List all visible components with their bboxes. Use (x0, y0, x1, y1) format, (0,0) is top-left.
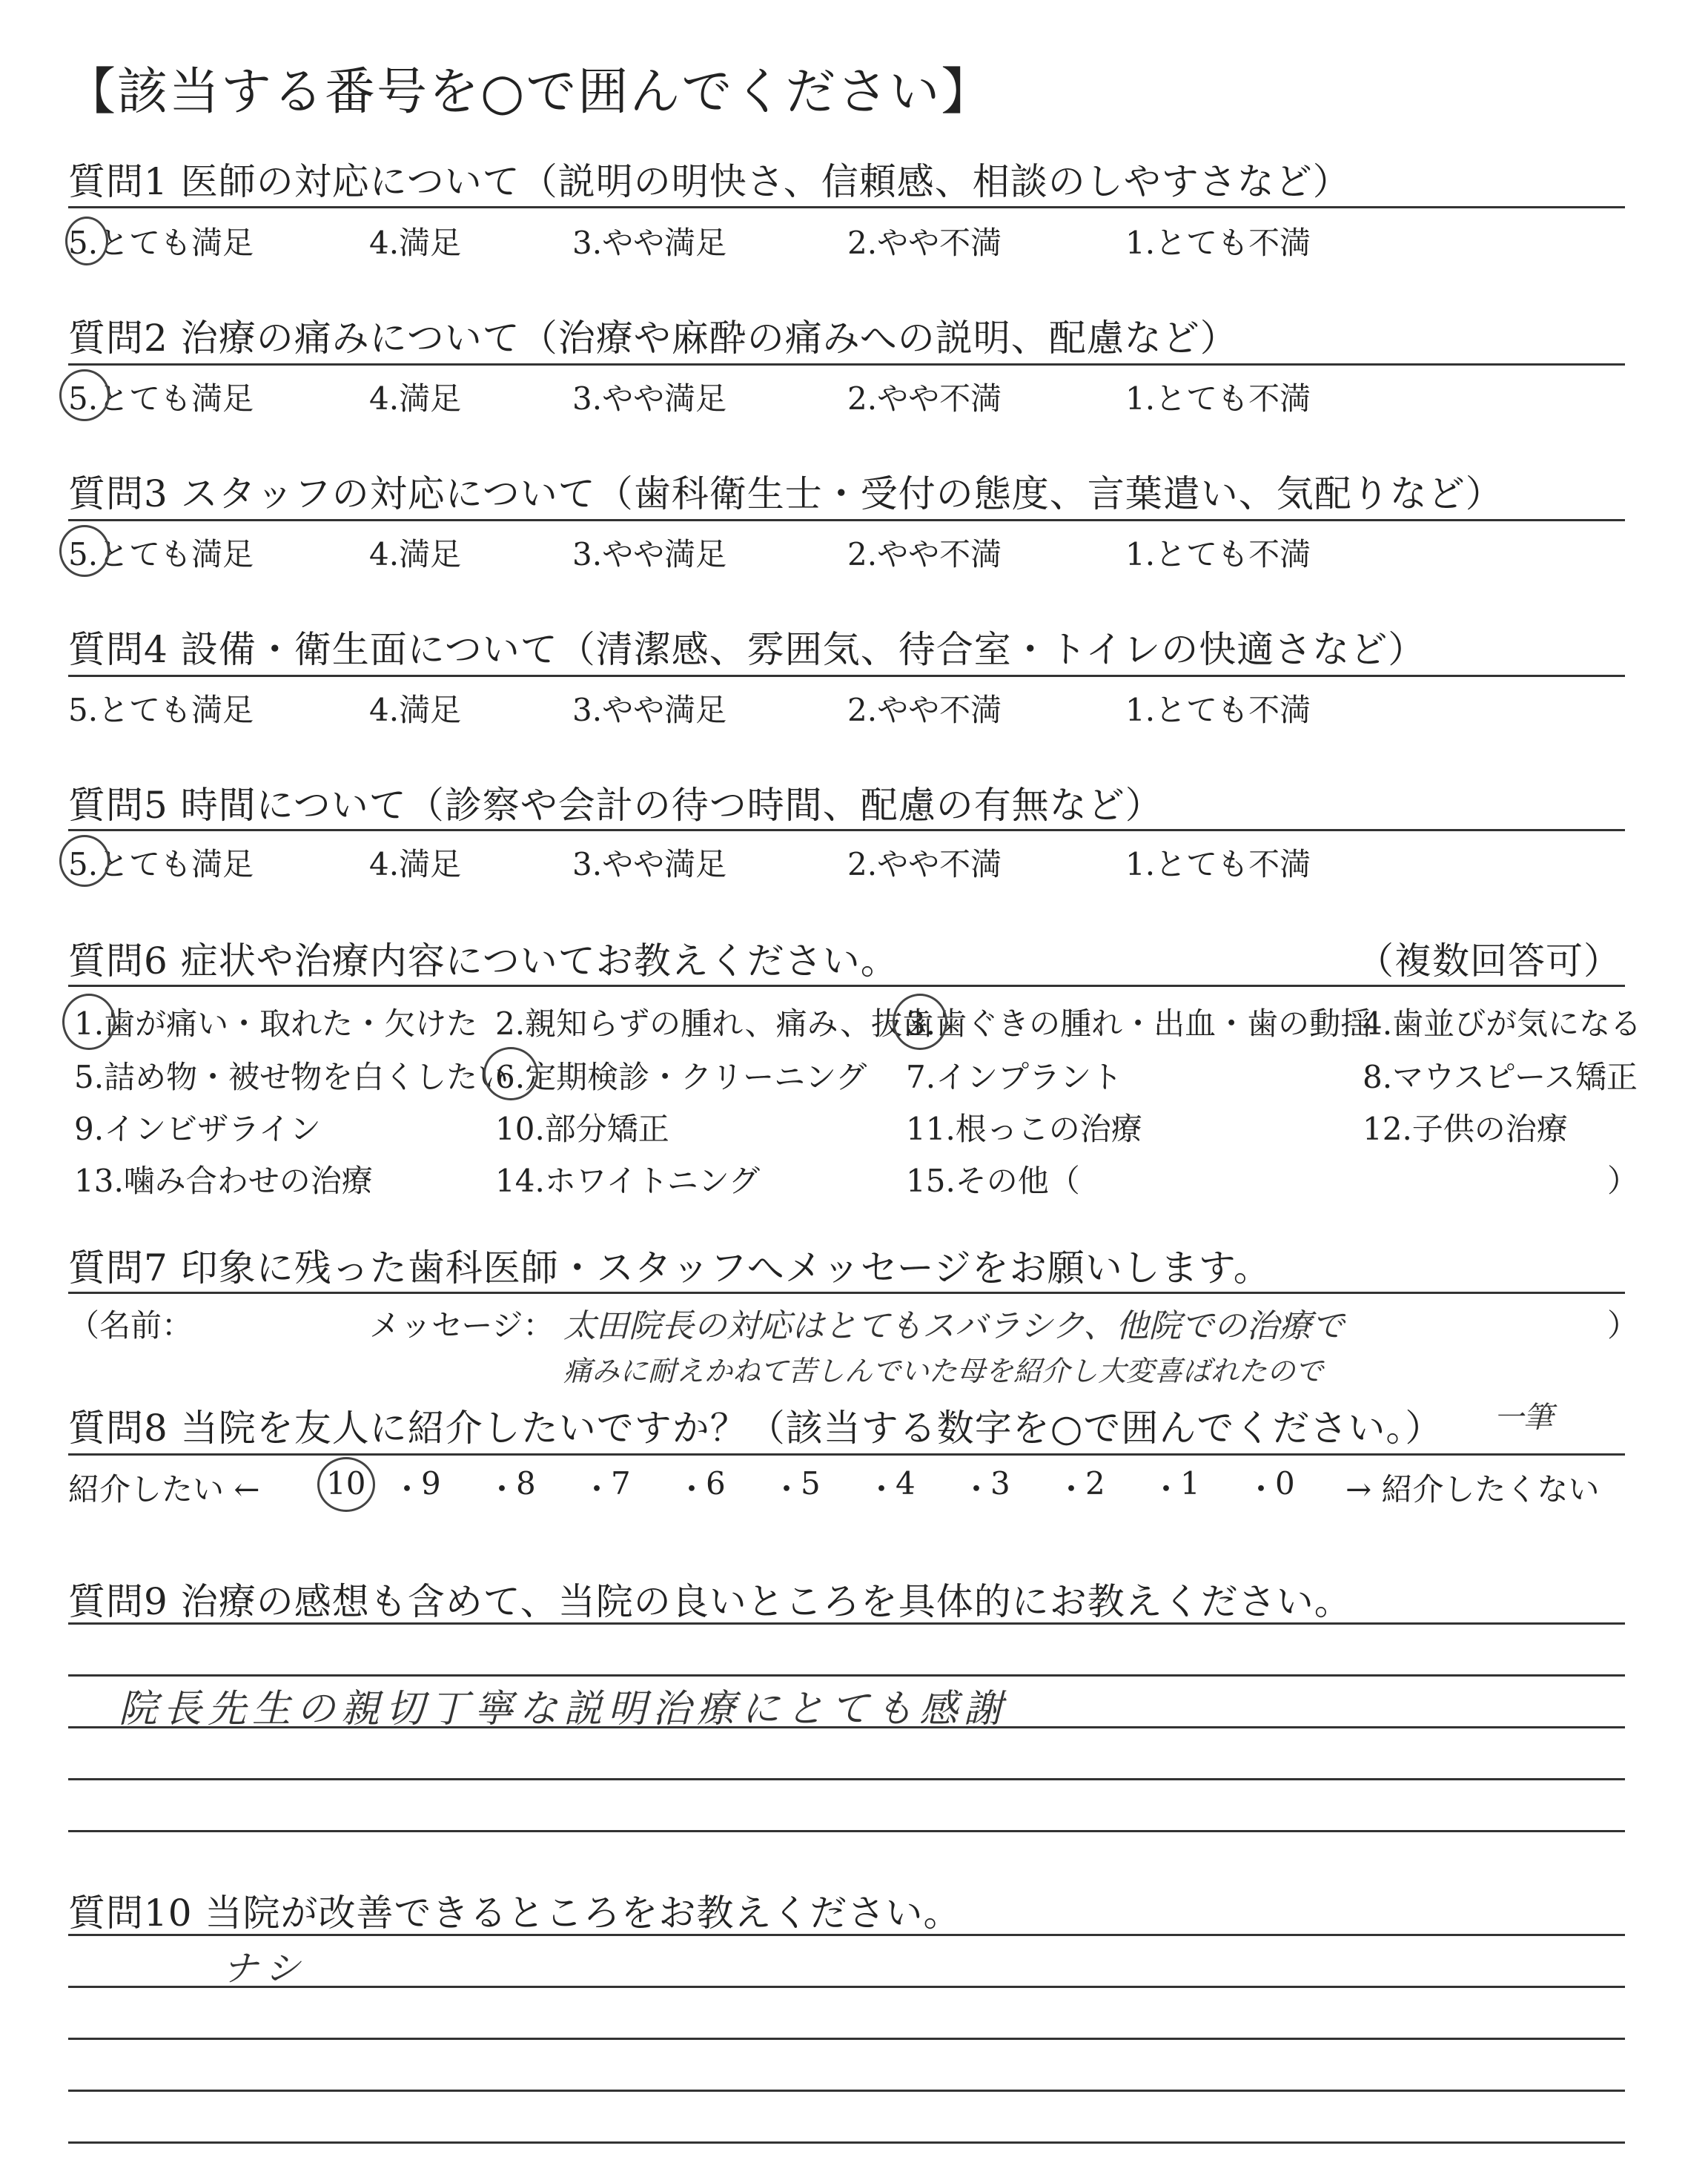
message-label: メッセージ： (369, 1307, 555, 1344)
q6-option-11[interactable]: 11.根っこの治療 (906, 1111, 1142, 1147)
divider (68, 1292, 1625, 1294)
scale-separator: ・ (1245, 1471, 1277, 1507)
divider (68, 1453, 1625, 1456)
selection-circle (893, 994, 947, 1050)
q6-option-5[interactable]: 5.詰め物・被せ物を白くしたい (74, 1059, 509, 1095)
selection-circle (59, 835, 110, 887)
answer-line (68, 2141, 1625, 2144)
q5-option-5[interactable]: 5.とても満足 (68, 846, 254, 882)
answer-line (68, 2038, 1625, 2040)
scale-separator: ・ (391, 1471, 423, 1507)
q3-option-3[interactable]: 3.やや満足 (572, 536, 727, 572)
q2-option-4[interactable]: 4.満足 (369, 380, 462, 417)
q3-option-4[interactable]: 4.満足 (369, 536, 462, 572)
q6-option-8[interactable]: 8.マウスピース矯正 (1363, 1059, 1638, 1095)
q1-option-3[interactable]: 3.やや満足 (572, 225, 727, 261)
q6-option-9[interactable]: 9.インビザライン (74, 1111, 321, 1147)
q6-option-7[interactable]: 7.インプラント (906, 1059, 1123, 1095)
answer-line (68, 1674, 1625, 1677)
q6-option-14[interactable]: 14.ホワイトニング (495, 1163, 761, 1199)
q3-option-5[interactable]: 5.とても満足 (68, 536, 254, 572)
answer-line (68, 1830, 1625, 1832)
q6-option-15[interactable]: 15.その他（ (906, 1163, 1080, 1199)
q6-option-12[interactable]: 12.子供の治療 (1363, 1111, 1568, 1147)
q5-option-1[interactable]: 1.とても不満 (1125, 846, 1311, 882)
question-9-title: 質問9 治療の感想も含めて、当院の良いところを具体的にお教えください。 (68, 1580, 1352, 1623)
scale-separator: ・ (1151, 1471, 1182, 1507)
q4-option-2[interactable]: 2.やや不満 (847, 692, 1002, 728)
question-5-title: 質問5 時間について（診察や会計の待つ時間、配慮の有無など） (68, 784, 1163, 827)
q6-option-2[interactable]: 2.親知らずの腫れ、痛み、抜歯 (495, 1005, 934, 1042)
q4-option-5[interactable]: 5.とても満足 (68, 692, 254, 728)
scale-separator: ・ (771, 1471, 803, 1507)
question-2-title: 質問2 治療の痛みについて（治療や麻酔の痛みへの説明、配慮など） (68, 317, 1238, 360)
scale-separator: ・ (1056, 1471, 1088, 1507)
q2-option-2[interactable]: 2.やや不満 (847, 380, 1002, 417)
q2-option-5[interactable]: 5.とても満足 (68, 380, 254, 417)
scale-separator: ・ (486, 1471, 518, 1507)
scale-value-9[interactable]: 9 (421, 1465, 441, 1502)
q1-option-1[interactable]: 1.とても不満 (1125, 225, 1311, 261)
q1-option-4[interactable]: 4.満足 (369, 225, 462, 261)
answer-line (68, 1622, 1625, 1625)
name-label: （名前： (68, 1307, 193, 1344)
q2-option-1[interactable]: 1.とても不満 (1125, 380, 1311, 417)
selection-circle (62, 994, 116, 1050)
question-4-title: 質問4 設備・衛生面について（清潔感、雰囲気、待合室・トイレの快適さなど） (68, 628, 1426, 671)
q6-option-3[interactable]: 3.歯ぐきの腫れ・出血・歯の動揺 (906, 1005, 1372, 1042)
scale-separator: ・ (676, 1471, 708, 1507)
q2-option-3[interactable]: 3.やや満足 (572, 380, 727, 417)
q6-option-10[interactable]: 10.部分矯正 (495, 1111, 669, 1147)
scale-separator: ・ (866, 1471, 898, 1507)
scale-value-6[interactable]: 6 (706, 1465, 726, 1502)
handwritten-message-line-1: 太田院長の対応はとてもスバラシク、他院での治療で (563, 1307, 1345, 1345)
q3-option-2[interactable]: 2.やや不満 (847, 536, 1002, 572)
q6-option-1[interactable]: 1.歯が痛い・取れた・欠けた (74, 1005, 478, 1042)
q5-option-3[interactable]: 3.やや満足 (572, 846, 727, 882)
selection-circle (483, 1047, 538, 1100)
page-title: 【該当する番号を○で囲んでください】 (65, 63, 993, 122)
q1-option-2[interactable]: 2.やや不満 (847, 225, 1002, 261)
handwritten-answer-q9: 院長先生の親切丁寧な説明治療にとても感謝 (119, 1687, 1009, 1731)
answer-line (68, 1934, 1625, 1936)
selection-circle (59, 525, 110, 577)
q4-option-1[interactable]: 1.とても不満 (1125, 692, 1311, 728)
handwritten-answer-q10: ナシ (222, 1948, 308, 1989)
divider (68, 363, 1625, 366)
q5-option-4[interactable]: 4.満足 (369, 846, 462, 882)
divider (68, 829, 1625, 831)
question-7-title: 質問7 印象に残った歯科医師・スタッフへメッセージをお願いします。 (68, 1246, 1271, 1289)
scale-value-1[interactable]: 1 (1180, 1465, 1200, 1502)
question-10-title: 質問10 当院が改善できるところをお教えください。 (68, 1892, 961, 1935)
scale-value-7[interactable]: 7 (611, 1465, 631, 1502)
question-1-title: 質問1 医師の対応について（説明の明快さ、信頼感、相談のしやすさなど） (68, 160, 1351, 203)
scale-value-0[interactable]: 0 (1275, 1465, 1295, 1502)
scale-separator: ・ (961, 1471, 993, 1507)
scale-value-10[interactable]: 10 (326, 1465, 366, 1502)
divider (68, 206, 1625, 208)
divider (68, 519, 1625, 521)
scale-value-2[interactable]: 2 (1085, 1465, 1105, 1502)
scale-value-3[interactable]: 3 (990, 1465, 1010, 1502)
q6-option-4[interactable]: 4.歯並びが気になる (1363, 1005, 1642, 1042)
question-6-title: 質問6 症状や治療内容についてお教えください。 (68, 939, 898, 982)
q3-option-1[interactable]: 1.とても不満 (1125, 536, 1311, 572)
q6-option-6[interactable]: 6.定期検診・クリーニング (495, 1059, 867, 1095)
answer-line (68, 1778, 1625, 1780)
question-3-title: 質問3 スタッフの対応について（歯科衛生士・受付の態度、言葉遣い、気配りなど） (68, 472, 1503, 515)
close-paren: ） (1607, 1307, 1639, 1344)
recommend-label: 紹介したい ← (68, 1471, 260, 1507)
answer-line (68, 2090, 1625, 2092)
q4-option-3[interactable]: 3.やや満足 (572, 692, 727, 728)
handwritten-message-line-2: 痛みに耐えかねて苦しんでいた母を紹介し大変喜ばれたので (563, 1355, 1324, 1387)
scale-value-5[interactable]: 5 (801, 1465, 821, 1502)
selection-circle (59, 369, 110, 421)
not-recommend-label: → 紹介したくない (1345, 1471, 1600, 1507)
q6-option-13[interactable]: 13.噛み合わせの治療 (74, 1163, 373, 1199)
q1-option-5[interactable]: 5.とても満足 (68, 225, 254, 261)
divider (68, 985, 1625, 987)
handwritten-message-line-3: 一筆 (1494, 1401, 1553, 1435)
divider (68, 675, 1625, 677)
selection-circle (317, 1457, 375, 1512)
scale-value-4[interactable]: 4 (896, 1465, 916, 1502)
scale-value-8[interactable]: 8 (516, 1465, 536, 1502)
q4-option-4[interactable]: 4.満足 (369, 692, 462, 728)
q5-option-2[interactable]: 2.やや不満 (847, 846, 1002, 882)
close-paren: ） (1607, 1163, 1639, 1199)
selection-circle (65, 217, 108, 265)
question-8-title: 質問8 当院を友人に紹介したいですか？（該当する数字を○で囲んでください。） (68, 1407, 1443, 1450)
scale-separator: ・ (581, 1471, 613, 1507)
multiple-answers-note: （複数回答可） (1357, 939, 1621, 982)
